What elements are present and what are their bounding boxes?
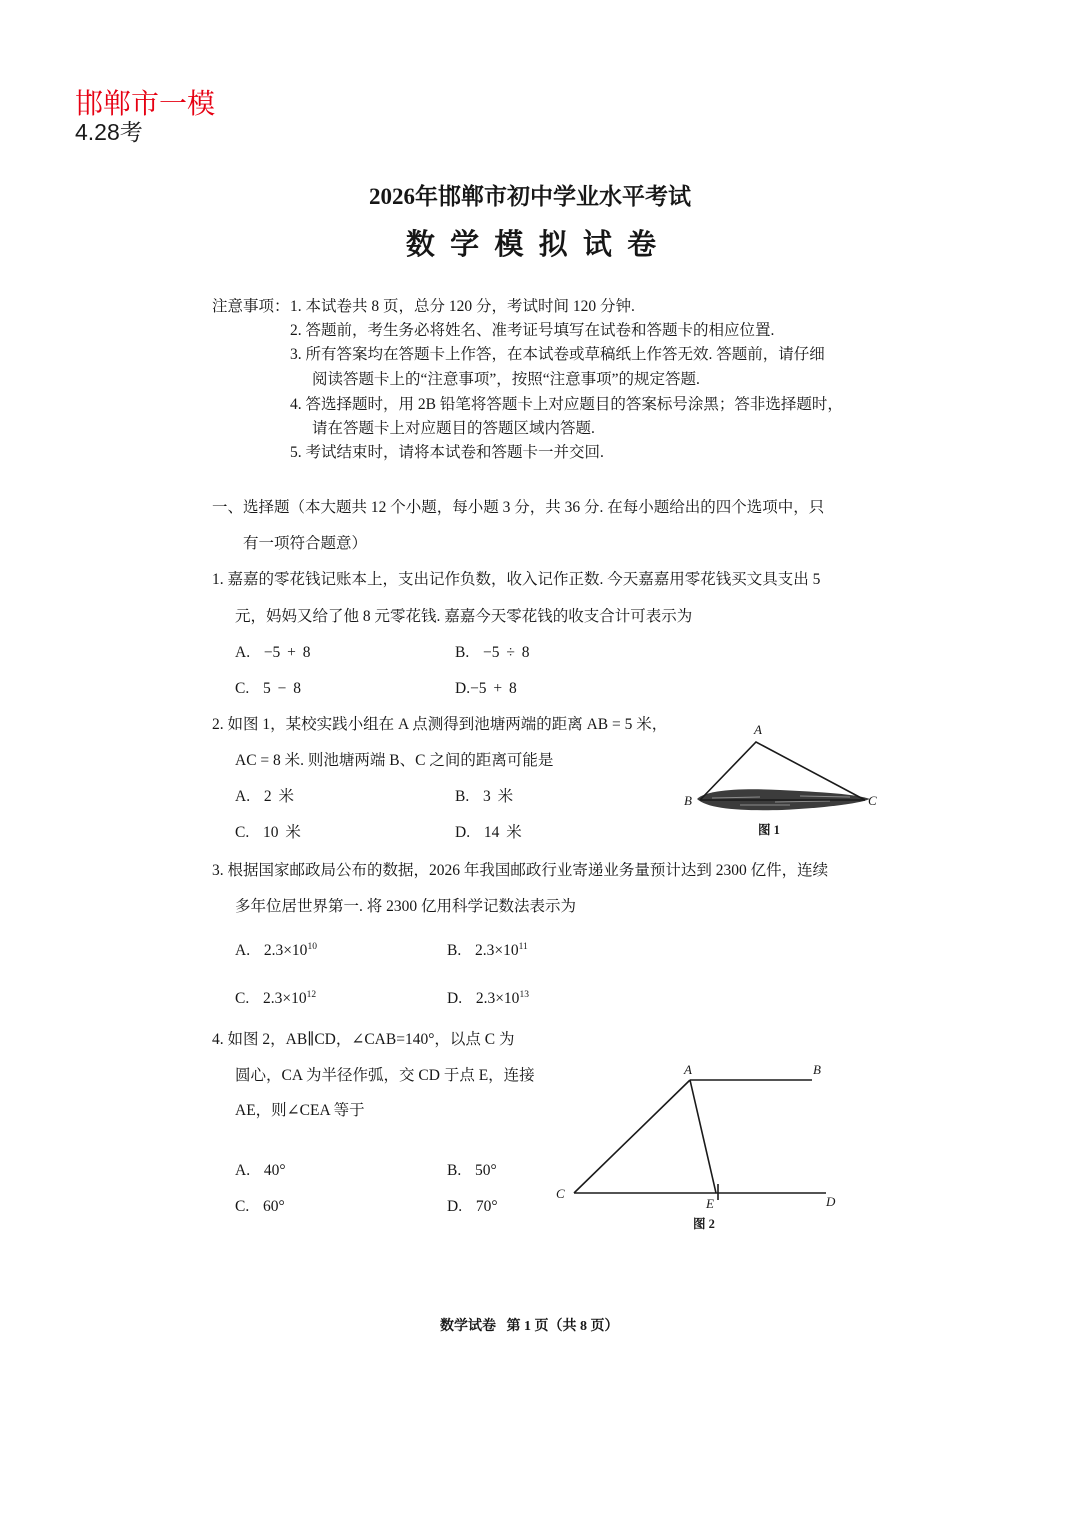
option-base: A. 2.3×10: [235, 942, 308, 959]
question-4-option-d: D. 70°: [447, 1198, 498, 1215]
notes-heading: 注意事项：: [212, 298, 290, 315]
notes-line: 3. 所有答案均在答题卡上作答，在本试卷或草稿纸上作答无效. 答题前，请仔细: [290, 346, 825, 363]
question-2-option-c: C. 10 米: [235, 824, 301, 841]
figure-1-triangle-pond: [680, 718, 880, 842]
figure-2-caption: 图 2: [693, 1217, 715, 1231]
segment-ac: [574, 1080, 690, 1193]
exam-name-tag: 邯郸市一模: [75, 88, 216, 119]
notes-line: 阅读答题卡上的“注意事项”，按照“注意事项”的规定答题.: [312, 371, 700, 388]
question-1-option-c: C. 5 − 8: [235, 680, 301, 697]
option-exponent: 11: [518, 942, 528, 952]
option-exponent: 12: [306, 990, 317, 1000]
option-base: C. 2.3×10: [235, 990, 307, 1007]
notes-line: 请在答题卡上对应题目的答题区域内答题.: [312, 420, 595, 437]
question-4-text: 圆心，CA 为半径作弧，交 CD 于点 E，连接: [235, 1067, 535, 1084]
figure-2-parallel-lines: [550, 1060, 850, 1235]
question-1-option-b: B. −5 ÷ 8: [455, 644, 530, 661]
question-3-option-c: [235, 991, 316, 1007]
figure-2-label-d: D: [826, 1194, 836, 1209]
option-base: D. 2.3×10: [447, 990, 520, 1007]
question-2-option-a: A. 2 米: [235, 788, 294, 805]
question-2-text: AC = 8 米. 则池塘两端 B、C 之间的距离可能是: [235, 752, 554, 769]
question-3-option-b: [447, 943, 528, 959]
figure-2-label-c: C: [556, 1186, 565, 1201]
page-footer: 数学试卷 第 1 页（共 8 页）: [440, 1319, 619, 1334]
option-exponent: 13: [519, 990, 529, 1000]
question-1-text: 1. 嘉嘉的零花钱记账本上，支出记作负数，收入记作正数. 今天嘉嘉用零花钱买文具支出 5: [212, 571, 821, 588]
exam-title: 2026年邯郸市初中学业水平考试: [369, 184, 691, 209]
question-1-option-d: D.−5 + 8: [455, 680, 517, 697]
question-2-text: 2. 如图 1，某校实践小组在 A 点测得到池塘两端的距离 AB = 5 米，: [212, 716, 668, 733]
notes-line: 4. 答选择题时，用 2B 铅笔将答题卡上对应题目的答案标号涂黑；答非选择题时，: [290, 396, 843, 413]
question-2-option-b: B. 3 米: [455, 788, 514, 805]
question-4-text: AE，则∠CEA 等于: [235, 1102, 365, 1119]
figure-2-label-e: E: [706, 1196, 714, 1211]
notes-line: 1. 本试卷共 8 页，总分 120 分，考试时间 120 分钟.: [290, 298, 635, 315]
notes-line: 5. 考试结束时，请将本试卷和答题卡一并交回.: [290, 444, 604, 461]
question-3-option-a: [235, 943, 317, 959]
question-3-text: 多年位居世界第一. 将 2300 亿用科学记数法表示为: [235, 898, 577, 915]
question-4-option-c: C. 60°: [235, 1198, 285, 1215]
option-exponent: 10: [307, 942, 317, 952]
question-4-option-b: B. 50°: [447, 1162, 497, 1179]
option-base: B. 2.3×10: [447, 942, 519, 959]
question-2-option-d: D. 14 米: [455, 824, 522, 841]
figure-2-label-b: B: [813, 1062, 821, 1077]
figure-1-label-a: A: [754, 722, 762, 737]
exam-date-tag: 4.28考: [75, 119, 143, 145]
section-heading-cont: 有一项符合题意）: [243, 535, 368, 552]
question-3-text: 3. 根据国家邮政局公布的数据，2026 年我国邮政行业寄递业务量预计达到 2300 亿件，连续: [212, 862, 829, 879]
figure-1-caption: 图 1: [758, 823, 780, 837]
figure-1-label-b: B: [684, 793, 692, 808]
question-1-option-a: A. −5 + 8: [235, 644, 311, 661]
question-4-option-a: A. 40°: [235, 1162, 286, 1179]
figure-2-label-a: A: [684, 1062, 692, 1077]
figure-1-label-c: C: [868, 793, 877, 808]
notes-line: 2. 答题前，考生务必将姓名、准考证号填写在试卷和答题卡的相应位置.: [290, 322, 775, 339]
question-1-text: 元，妈妈又给了他 8 元零花钱. 嘉嘉今天零花钱的收支合计可表示为: [235, 608, 693, 625]
section-heading: 一、选择题（本大题共 12 个小题，每小题 3 分，共 36 分. 在每小题给出的四个选项中，只: [212, 499, 825, 516]
exam-subtitle: 数 学 模 拟 试 卷: [405, 229, 661, 261]
question-3-option-d: [447, 991, 529, 1007]
question-4-text: 4. 如图 2，AB∥CD，∠CAB=140°，以点 C 为: [212, 1031, 515, 1048]
segment-ae: [690, 1080, 716, 1193]
